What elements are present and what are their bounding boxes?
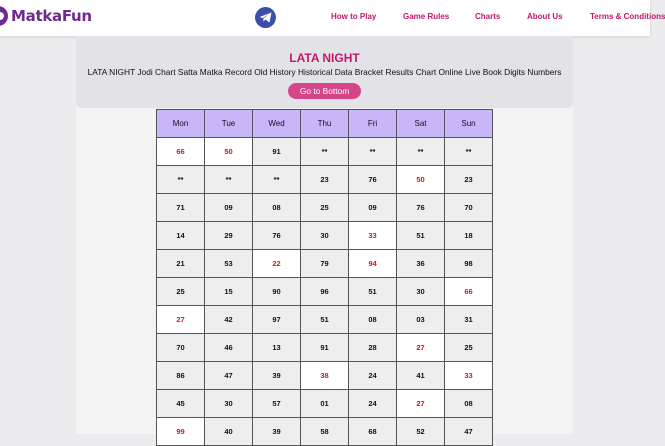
column-header: Thu	[301, 110, 349, 138]
result-cell: 33	[445, 362, 493, 390]
result-cell: 51	[301, 306, 349, 334]
result-cell: 27	[397, 334, 445, 362]
table-row	[157, 250, 493, 278]
result-cell: 33	[349, 222, 397, 250]
result-cell: 39	[253, 418, 301, 446]
column-header: Sun	[445, 110, 493, 138]
result-cell: 08	[253, 194, 301, 222]
result-cell: 38	[301, 362, 349, 390]
nav-link-game-rules[interactable]: Game Rules	[403, 12, 450, 21]
result-cell: 40	[205, 418, 253, 446]
result-cell: 25	[157, 278, 205, 306]
result-cell: 99	[157, 418, 205, 446]
table-row	[157, 278, 493, 306]
result-cell: 90	[253, 278, 301, 306]
table-row	[157, 306, 493, 334]
result-cell: 86	[157, 362, 205, 390]
chart-panel	[76, 36, 573, 434]
result-cell: 76	[397, 194, 445, 222]
page-title: LATA NIGHT	[289, 51, 360, 65]
result-cell: 27	[397, 390, 445, 418]
result-cell: 22	[253, 250, 301, 278]
result-cell: 36	[397, 250, 445, 278]
result-cell: 71	[157, 194, 205, 222]
result-cell: 68	[349, 418, 397, 446]
column-header: Fri	[349, 110, 397, 138]
result-cell: 45	[157, 390, 205, 418]
table-row	[157, 222, 493, 250]
result-cell: 14	[157, 222, 205, 250]
result-cell: 25	[445, 334, 493, 362]
result-cell: **	[445, 138, 493, 166]
column-header: Mon	[157, 110, 205, 138]
result-cell: **	[157, 166, 205, 194]
result-cell: 01	[301, 390, 349, 418]
result-cell: 03	[397, 306, 445, 334]
result-cell: 94	[349, 250, 397, 278]
result-cell: 18	[445, 222, 493, 250]
result-cell: 70	[157, 334, 205, 362]
result-cell: 09	[349, 194, 397, 222]
nav-link-how-to-play[interactable]: How to Play	[331, 12, 377, 21]
result-cell: 15	[205, 278, 253, 306]
result-cell: 42	[205, 306, 253, 334]
result-cell: 51	[349, 278, 397, 306]
chart-header	[76, 36, 573, 108]
result-cell: 24	[349, 390, 397, 418]
result-cell: 91	[253, 138, 301, 166]
result-cell: **	[349, 138, 397, 166]
jodi-chart-table	[156, 109, 493, 446]
result-cell: 52	[397, 418, 445, 446]
logo-icon	[0, 6, 8, 26]
result-cell: 30	[205, 390, 253, 418]
nav-link-about-us[interactable]: About Us	[527, 12, 563, 21]
result-cell: 53	[205, 250, 253, 278]
result-cell: 76	[253, 222, 301, 250]
table-row	[157, 194, 493, 222]
result-cell: 46	[205, 334, 253, 362]
table-row	[157, 166, 493, 194]
result-cell: 79	[301, 250, 349, 278]
result-cell: 39	[253, 362, 301, 390]
nav-link-charts[interactable]: Charts	[475, 12, 501, 21]
table-body	[157, 138, 493, 446]
result-cell: 31	[445, 306, 493, 334]
result-cell: 66	[445, 278, 493, 306]
result-cell: 29	[205, 222, 253, 250]
result-cell: 09	[205, 194, 253, 222]
logo-text: MatkaFun	[11, 7, 92, 25]
result-cell: 30	[397, 278, 445, 306]
result-cell: 66	[157, 138, 205, 166]
result-cell: 08	[349, 306, 397, 334]
result-cell: 13	[253, 334, 301, 362]
result-cell: 30	[301, 222, 349, 250]
result-cell: 97	[253, 306, 301, 334]
result-cell: **	[253, 166, 301, 194]
result-cell: 47	[445, 418, 493, 446]
result-cell: 27	[157, 306, 205, 334]
result-cell: 96	[301, 278, 349, 306]
jodi-chart-table-wrap	[156, 109, 493, 446]
table-header-row	[157, 110, 493, 138]
result-cell: **	[397, 138, 445, 166]
telegram-icon[interactable]	[255, 7, 276, 28]
result-cell: 41	[397, 362, 445, 390]
result-cell: 50	[205, 138, 253, 166]
result-cell: 50	[397, 166, 445, 194]
table-row	[157, 334, 493, 362]
column-header: Sat	[397, 110, 445, 138]
telegram-plane-glyph	[259, 12, 272, 23]
result-cell: 58	[301, 418, 349, 446]
column-header: Tue	[205, 110, 253, 138]
nav-link-terms-conditions[interactable]: Terms & Conditions	[590, 12, 665, 21]
result-cell: 70	[445, 194, 493, 222]
table-row	[157, 390, 493, 418]
result-cell: **	[205, 166, 253, 194]
result-cell: 28	[349, 334, 397, 362]
result-cell: 47	[205, 362, 253, 390]
table-row	[157, 362, 493, 390]
result-cell: 57	[253, 390, 301, 418]
result-cell: 98	[445, 250, 493, 278]
result-cell: 76	[349, 166, 397, 194]
result-cell: 91	[301, 334, 349, 362]
result-cell: 51	[397, 222, 445, 250]
result-cell: 21	[157, 250, 205, 278]
table-row	[157, 418, 493, 446]
go-to-bottom-button[interactable]: Go to Bottom	[288, 83, 361, 99]
result-cell: 25	[301, 194, 349, 222]
page-description: LATA NIGHT Jodi Chart Satta Matka Record Old History Historical Data Bracket Results Chart Online Live Book Digits Numbers	[87, 67, 562, 77]
result-cell: 24	[349, 362, 397, 390]
result-cell: 23	[445, 166, 493, 194]
table-row	[157, 138, 493, 166]
column-header: Wed	[253, 110, 301, 138]
result-cell: **	[301, 138, 349, 166]
result-cell: 23	[301, 166, 349, 194]
result-cell: 08	[445, 390, 493, 418]
